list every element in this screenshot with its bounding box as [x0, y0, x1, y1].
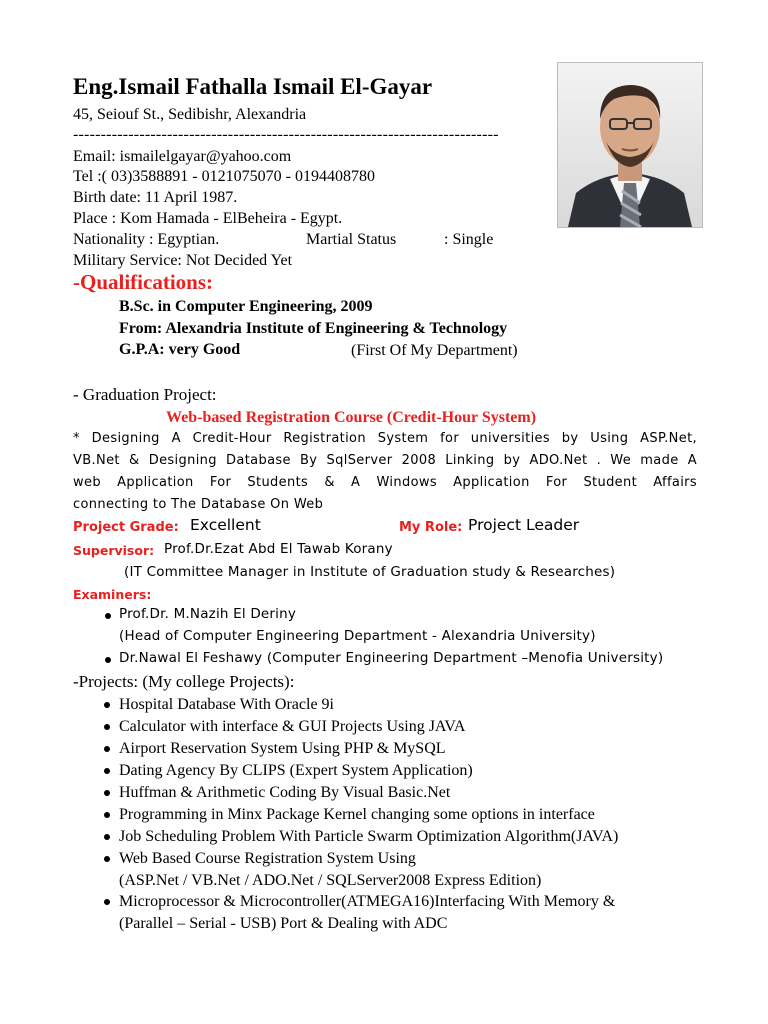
- description-line: VB.Net & Designing Database By SqlServer 2008 Linking by ADO.Net . We made A: [73, 453, 697, 468]
- my-role-label: My Role:: [399, 520, 463, 535]
- project-item: Hospital Database With Oracle 9i: [119, 696, 334, 713]
- bullet-icon: [104, 899, 110, 905]
- birth-place: Place : Kom Hamada - ElBeheira - Egypt.: [73, 210, 343, 227]
- marital-status-value: : Single: [444, 231, 494, 248]
- graduation-heading: - Graduation Project:: [73, 385, 217, 404]
- graduation-project-title: Web-based Registration Course (Credit-Hour System): [166, 409, 537, 426]
- description-line: * Designing A Credit-Hour Registration System for universities by Using ASP.Net,: [73, 431, 697, 446]
- bullet-icon: [104, 746, 110, 752]
- profile-photo: [557, 62, 703, 228]
- separator-line: -----------------------------------------------------------------------------: [73, 126, 499, 143]
- examiner-item: Dr.Nawal El Feshawy (Computer Engineering Department –Menofia University): [119, 650, 664, 666]
- project-item: Programming in Minx Package Kernel changing some options in interface: [119, 806, 595, 823]
- applicant-name: Eng.Ismail Fathalla Ismail El-Gayar: [73, 74, 433, 99]
- birth-date: Birth date: 11 April 1987.: [73, 189, 238, 206]
- project-item: Microprocessor & Microcontroller(ATMEGA16)Interfacing With Memory &: [119, 893, 616, 910]
- bullet-icon: [104, 724, 110, 730]
- institute: From: Alexandria Institute of Engineering & Technology: [119, 320, 508, 337]
- graduation-description: [73, 428, 697, 516]
- bullet-icon: [105, 613, 111, 619]
- examiners-label-text: Examiners: [73, 587, 147, 602]
- project-item: Airport Reservation System Using PHP & MySQL: [119, 740, 446, 757]
- project-item: Job Scheduling Problem With Particle Swarm Optimization Algorithm(JAVA): [119, 828, 619, 845]
- person-photo-illustration: [558, 63, 702, 227]
- project-item: Huffman & Arithmetic Coding By Visual Basic.Net: [119, 784, 451, 801]
- bullet-icon: [104, 768, 110, 774]
- bullet-icon: [104, 856, 110, 862]
- examiners-label: Examiners:: [73, 587, 152, 602]
- description-line: web Application For Students & A Windows Application For Student Affairs: [73, 475, 697, 490]
- bullet-icon: [104, 834, 110, 840]
- email: Email: ismailelgayar@yahoo.com: [73, 148, 292, 165]
- projects-heading: -Projects: (My college Projects):: [73, 672, 295, 691]
- supervisor-title: (IT Committee Manager in Institute of Graduation study & Researches): [124, 564, 616, 580]
- marital-status-label: Martial Status: [306, 231, 397, 248]
- project-item: Calculator with interface & GUI Projects Using JAVA: [119, 718, 466, 735]
- gpa: G.P.A: very Good: [119, 341, 241, 358]
- my-role-label-text: My Role: [399, 520, 458, 535]
- address: 45, Seiouf St., Sedibishr, Alexandria: [73, 106, 307, 123]
- bullet-icon: [105, 657, 111, 663]
- description-line: connecting to The Database On Web: [73, 497, 324, 512]
- bullet-icon: [104, 790, 110, 796]
- nationality: Nationality : Egyptian.: [73, 231, 220, 248]
- project-item: Dating Agency By CLIPS (Expert System Application): [119, 762, 473, 779]
- bullet-icon: [104, 702, 110, 708]
- telephone: Tel :( 03)3588891 - 0121075070 - 0194408780: [73, 168, 375, 185]
- examiner-item: (Head of Computer Engineering Department - Alexandria University): [119, 628, 596, 644]
- military-service: Military Service: Not Decided Yet: [73, 252, 293, 269]
- examiner-item: Prof.Dr. M.Nazih El Deriny: [119, 606, 297, 622]
- my-role-value: Project Leader: [468, 516, 580, 534]
- project-grade-value: Excellent: [190, 516, 261, 534]
- supervisor-label: Supervisor:: [73, 543, 155, 558]
- project-item-continuation: (ASP.Net / VB.Net / ADO.Net / SQLServer2008 Express Edition): [119, 872, 542, 889]
- project-grade-label: Project Grade:: [73, 520, 179, 535]
- qualifications-heading: -Qualifications:: [73, 270, 213, 294]
- bullet-icon: [104, 812, 110, 818]
- project-item: Web Based Course Registration System Using: [119, 850, 416, 867]
- project-grade-label-text: Project Grade: [73, 520, 174, 535]
- degree: B.Sc. in Computer Engineering, 2009: [119, 298, 373, 315]
- department-rank: (First Of My Department): [351, 342, 518, 359]
- project-item-continuation: (Parallel – Serial - USB) Port & Dealing with ADC: [119, 915, 448, 932]
- supervisor-name: Prof.Dr.Ezat Abd El Tawab Korany: [164, 541, 393, 557]
